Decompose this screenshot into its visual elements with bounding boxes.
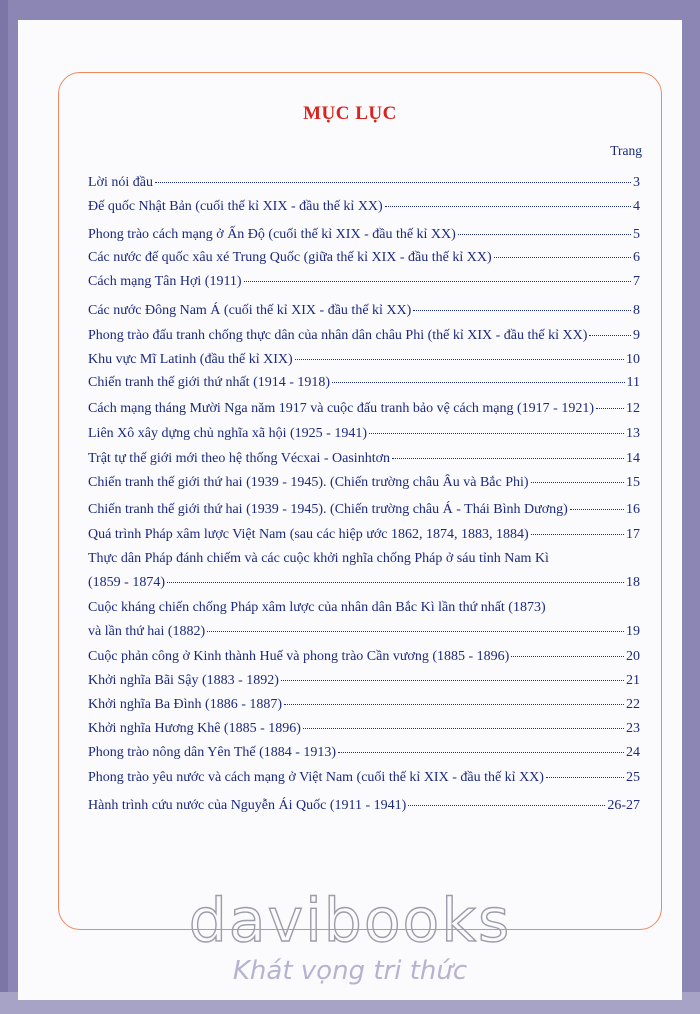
toc-leader: [511, 656, 624, 657]
toc-page: 23: [626, 721, 640, 736]
toc-page: 25: [626, 770, 640, 785]
toc-title: Các nước đế quốc xâu xé Trung Quốc (giữa thế kỉ XIX - đầu thế kỉ XX): [88, 250, 492, 265]
toc-page: 19: [626, 624, 640, 639]
toc-title: Hành trình cứu nước của Nguyễn Ái Quốc (1911 - 1941): [88, 798, 407, 813]
toc-entry[interactable]: [88, 527, 640, 543]
toc-title: Phong trào cách mạng ở Ấn Độ (cuối thế kỉ XIX - đầu thế kỉ XX): [88, 227, 456, 242]
toc-title: Cuộc phản công ở Kinh thành Huế và phong trào Cần vương (1885 - 1896): [88, 649, 510, 664]
toc-entry[interactable]: [88, 328, 640, 344]
toc-page: 7: [633, 274, 640, 289]
toc-entry[interactable]: [88, 250, 640, 266]
toc-title: Phong trào yêu nước và cách mạng ở Việt Nam (cuối thế kỉ XIX - đầu thế kỉ XX): [88, 770, 544, 785]
toc-entry[interactable]: [88, 721, 640, 737]
toc-entry[interactable]: [88, 697, 640, 713]
toc-entry-two-line[interactable]: [88, 600, 640, 640]
toc-leader: [332, 382, 624, 383]
toc-leader: [413, 310, 631, 311]
toc-page: 16: [626, 502, 640, 517]
toc-page: 5: [633, 227, 640, 242]
toc-title: Chiến tranh thế giới thứ hai (1939 - 1945). (Chiến trường châu Á - Thái Bình Dương): [88, 502, 568, 517]
toc-entry[interactable]: [88, 175, 640, 191]
toc-page: 12: [626, 401, 640, 416]
toc-entry[interactable]: [88, 426, 640, 442]
toc-title: Khởi nghĩa Hương Khê (1885 - 1896): [88, 721, 301, 736]
toc-title: Phong trào đấu tranh chống thực dân của nhân dân châu Phi (thế kỉ XIX - đầu thế kỉ XX): [88, 328, 588, 343]
toc-leader: [167, 582, 624, 583]
toc-page: 15: [626, 475, 640, 490]
page-edge-left: [0, 0, 8, 1014]
toc-entry[interactable]: [88, 673, 640, 689]
watermark-logo: davibooks: [188, 886, 512, 956]
toc-title: Lời nói đầu: [88, 175, 153, 190]
toc-page: 3: [633, 175, 640, 190]
toc-title: Khởi nghĩa Ba Đình (1886 - 1887): [88, 697, 283, 712]
toc-page: 21: [626, 673, 640, 688]
toc-entry[interactable]: [88, 502, 640, 518]
toc-page: 8: [633, 303, 640, 318]
toc-title: Đế quốc Nhật Bản (cuối thế kỉ XIX - đầu thế kỉ XX): [88, 199, 383, 214]
toc-title: Các nước Đông Nam Á (cuối thế kỉ XIX - đầu thế kỉ XX): [88, 303, 412, 318]
toc-title: Trật tự thế giới mới theo hệ thống Vécxai - Oasinhtơn: [88, 451, 390, 466]
toc-entry[interactable]: [88, 475, 640, 491]
toc-page: 9: [633, 328, 640, 343]
toc-page: 24: [626, 745, 640, 760]
toc-page: 22: [626, 697, 640, 712]
toc-leader: [244, 281, 631, 282]
toc-page: 14: [626, 451, 640, 466]
toc-leader: [392, 458, 624, 459]
toc-leader: [596, 408, 624, 409]
toc-entry[interactable]: [88, 375, 640, 391]
toc-page: 11: [626, 375, 640, 390]
toc-entry[interactable]: [88, 352, 640, 368]
toc-title: Chiến tranh thế giới thứ nhất (1914 - 1918): [88, 375, 331, 390]
toc-entry[interactable]: [88, 745, 640, 761]
toc-entry[interactable]: [88, 274, 640, 290]
toc-leader: [531, 482, 624, 483]
toc-entry[interactable]: [88, 770, 640, 786]
toc-page: 10: [626, 352, 640, 367]
toc-leader: [546, 777, 624, 778]
toc-leader: [303, 728, 624, 729]
toc-leader: [531, 534, 624, 535]
toc-title: Liên Xô xây dựng chủ nghĩa xã hội (1925 - 1941): [88, 426, 367, 441]
toc-title: Cách mạng Tân Hợi (1911): [88, 274, 242, 289]
toc-page: 18: [626, 575, 640, 590]
toc-entry[interactable]: [88, 303, 640, 319]
toc-leader: [284, 704, 624, 705]
toc-page: 26-27: [607, 798, 640, 813]
toc-leader: [369, 433, 624, 434]
toc-leader: [295, 359, 624, 360]
toc-leader: [408, 805, 605, 806]
toc-leader: [155, 182, 631, 183]
toc-entry[interactable]: [88, 401, 640, 417]
toc-leader: [385, 206, 631, 207]
toc-entry-two-line[interactable]: [88, 551, 640, 591]
toc-leader: [494, 257, 631, 258]
toc-page: 13: [626, 426, 640, 441]
toc-title: và lần thứ hai (1882): [88, 624, 206, 639]
page-column-label: Trang: [610, 143, 642, 158]
toc-leader: [570, 509, 624, 510]
toc-leader: [589, 335, 631, 336]
toc-title: Phong trào nông dân Yên Thế (1884 - 1913): [88, 745, 337, 760]
toc-entry[interactable]: [88, 227, 640, 243]
toc-entry[interactable]: [88, 649, 640, 665]
toc-leader: [458, 234, 631, 235]
toc-title-line1: Cuộc kháng chiến chống Pháp xâm lược của nhân dân Bắc Kì lần thứ nhất (1873): [88, 600, 546, 615]
page-title: MỤC LỤC: [303, 103, 397, 124]
toc-title: (1859 - 1874): [88, 575, 165, 590]
toc-leader: [338, 752, 624, 753]
toc-leader: [281, 680, 624, 681]
toc-page: 4: [633, 199, 640, 214]
toc-entry[interactable]: [88, 798, 640, 814]
toc-title-line1: Thực dân Pháp đánh chiếm và các cuộc khởi nghĩa chống Pháp ở sáu tỉnh Nam Kì: [88, 551, 549, 566]
toc-entry[interactable]: [88, 451, 640, 467]
toc-leader: [207, 631, 624, 632]
toc-page: 20: [626, 649, 640, 664]
toc-page: 6: [633, 250, 640, 265]
toc-page: 17: [626, 527, 640, 542]
toc-entry[interactable]: [88, 199, 640, 215]
toc-title: Khu vực Mĩ Latinh (đầu thế kỉ XIX): [88, 352, 293, 367]
toc-title: Khởi nghĩa Bãi Sậy (1883 - 1892): [88, 673, 279, 688]
watermark-tagline: Khát vọng tri thức: [232, 956, 468, 986]
toc-title: Quá trình Pháp xâm lược Việt Nam (sau các hiệp ước 1862, 1874, 1883, 1884): [88, 527, 529, 542]
toc-title: Chiến tranh thế giới thứ hai (1939 - 1945). (Chiến trường châu Âu và Bắc Phi): [88, 475, 529, 490]
toc-title: Cách mạng tháng Mười Nga năm 1917 và cuộc đấu tranh bảo vệ cách mạng (1917 - 1921): [88, 401, 595, 416]
